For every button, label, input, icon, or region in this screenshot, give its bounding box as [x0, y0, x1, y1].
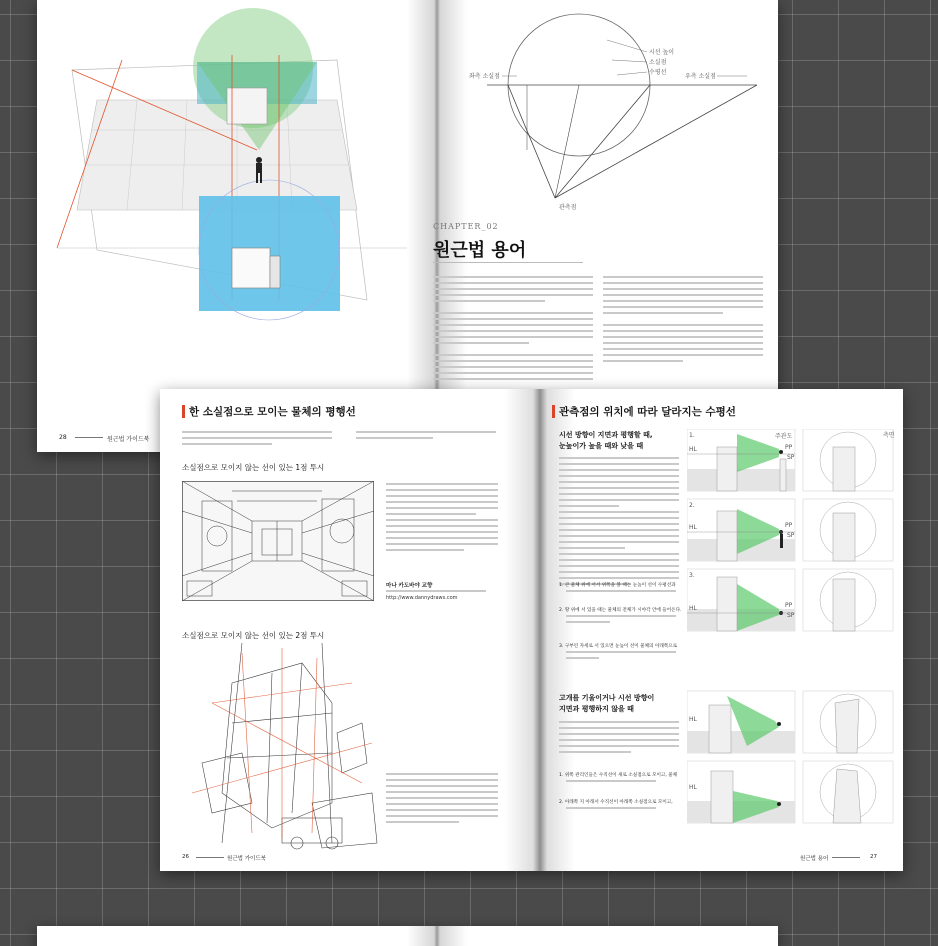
- right-body-paragraph: [559, 457, 679, 589]
- top-book-spread: [37, 0, 778, 452]
- one-point-perspective-illustration: [37, 0, 407, 330]
- mech-building-sketch: [182, 643, 382, 851]
- figure-row-3: [687, 569, 893, 631]
- lower-gutter-shadow: [407, 926, 467, 946]
- fig1-pp: PP: [785, 444, 793, 451]
- label-horizon: 수평선: [649, 69, 667, 76]
- list-item-4: 1. 위쪽 관리인들은 수직선이 새로 소실점으로 모이고, 물체: [559, 773, 678, 778]
- fig4-hl: HL: [689, 716, 697, 723]
- subheading-parallel-line-2: 눈높이가 높을 때와 낮을 때: [559, 442, 644, 450]
- fig3-pp: PP: [785, 602, 793, 609]
- mech-description: [386, 773, 498, 827]
- corridor-description: [386, 483, 498, 555]
- left-heading-accent: [182, 405, 185, 418]
- section-two-point-title: 소실점으로 모이지 않는 선이 있는 2점 투시: [182, 631, 325, 640]
- chapter-title: 원근법 용어: [433, 240, 527, 261]
- label-vanishing-point: 소실점: [649, 59, 667, 66]
- subheading-tilted-line-2: 지면과 평행하지 않을 때: [559, 705, 634, 713]
- right-running-title: 원근법 용어: [800, 856, 829, 862]
- left-page-number: 26: [182, 854, 189, 860]
- label-eye-level: 시선 높이: [649, 49, 675, 56]
- list-item-5-cont: [566, 807, 656, 813]
- top-right-body-column-2: [603, 276, 763, 366]
- figure-row-2: [687, 499, 893, 561]
- caption-url: http://www.dannydraws.com: [386, 595, 458, 601]
- top-right-body-column-1: [433, 276, 593, 384]
- top-left-page-number: 28: [59, 434, 67, 441]
- fig3-number: 3.: [689, 572, 695, 579]
- list-item-1: 1. 큰 물체 위에 서서 위쪽을 볼 때는 눈높이 선이 수평선과: [559, 583, 676, 588]
- label-right-vp: 우측 소실점: [685, 73, 716, 80]
- section-one-point-title: 소실점으로 모이지 않는 선이 있는 1점 투시: [182, 463, 325, 472]
- left-intro-col-2: [356, 431, 496, 443]
- bottom-book-spread: [160, 389, 903, 871]
- fig1-side: 측면: [883, 432, 895, 439]
- sci-fi-corridor-sketch: [182, 481, 374, 601]
- subheading-parallel-line-1: 시선 방향이 지면과 평행할 때,: [559, 431, 653, 439]
- fig1-sp: SP: [787, 454, 795, 461]
- list-item-3-cont: [566, 651, 676, 663]
- figure-row-5: [687, 761, 893, 823]
- list-item-2-cont: [566, 615, 676, 627]
- tilted-body-paragraph: [559, 721, 679, 757]
- horizon-figure-panels: [687, 429, 895, 829]
- top-left-running-title: 원근법 가이드북: [107, 436, 150, 443]
- fig1-hl: HL: [689, 446, 697, 453]
- label-left-vp: 좌측 소실점: [469, 73, 500, 80]
- list-item-5: 2. 아래쪽 지 아래서 수직선이 아래쪽 소실점으로 모이고,: [559, 800, 673, 805]
- chapter-label: CHAPTER_02: [433, 222, 499, 231]
- left-running-title: 원근법 가이드북: [227, 856, 266, 862]
- figure-row-1: [687, 429, 895, 491]
- fig2-sp: SP: [787, 532, 795, 539]
- right-heading-accent: [552, 405, 555, 418]
- subheading-tilted-line-1: 고개를 기울이거나 시선 방향이: [559, 694, 655, 702]
- fig2-number: 2.: [689, 502, 695, 509]
- right-footer-rule: [832, 857, 860, 858]
- fig2-hl: HL: [689, 524, 697, 531]
- list-item-4-cont: [566, 780, 656, 786]
- fig3-hl: HL: [689, 605, 697, 612]
- left-footer-rule: [196, 857, 224, 858]
- fig3-sp: SP: [787, 612, 795, 619]
- fig2-pp: PP: [785, 522, 793, 529]
- list-item-1-cont: [566, 590, 676, 596]
- right-page-heading: 관측점의 위치에 따라 달라지는 수평선: [559, 406, 736, 418]
- figure-row-4: [687, 691, 893, 753]
- label-station-point: 관측점: [559, 204, 577, 211]
- list-item-2: 2. 땅 위에 서 있을 때는 물체의 전체가 시야각 안에 들어온다.: [559, 608, 682, 613]
- viewing-angle-diagram: [407, 0, 778, 215]
- top-left-footer-rule: [75, 437, 103, 438]
- fig5-hl: HL: [689, 784, 697, 791]
- chapter-title-rule: [433, 262, 583, 263]
- fig1-number: 1.: [689, 432, 695, 439]
- list-item-3: 3. 구부린 자세로 서 있으면 눈높이 선이 물체의 아래쪽으로: [559, 644, 678, 649]
- caption-artist: 마나 카도바야 교향: [386, 583, 433, 589]
- left-intro-col-1: [182, 431, 332, 449]
- lower-page-peek: [37, 926, 778, 946]
- fig1-eye: 주관도: [775, 433, 793, 440]
- left-page-heading: 한 소실점으로 모이는 물체의 평행선: [189, 406, 356, 418]
- right-page-number: 27: [870, 854, 877, 860]
